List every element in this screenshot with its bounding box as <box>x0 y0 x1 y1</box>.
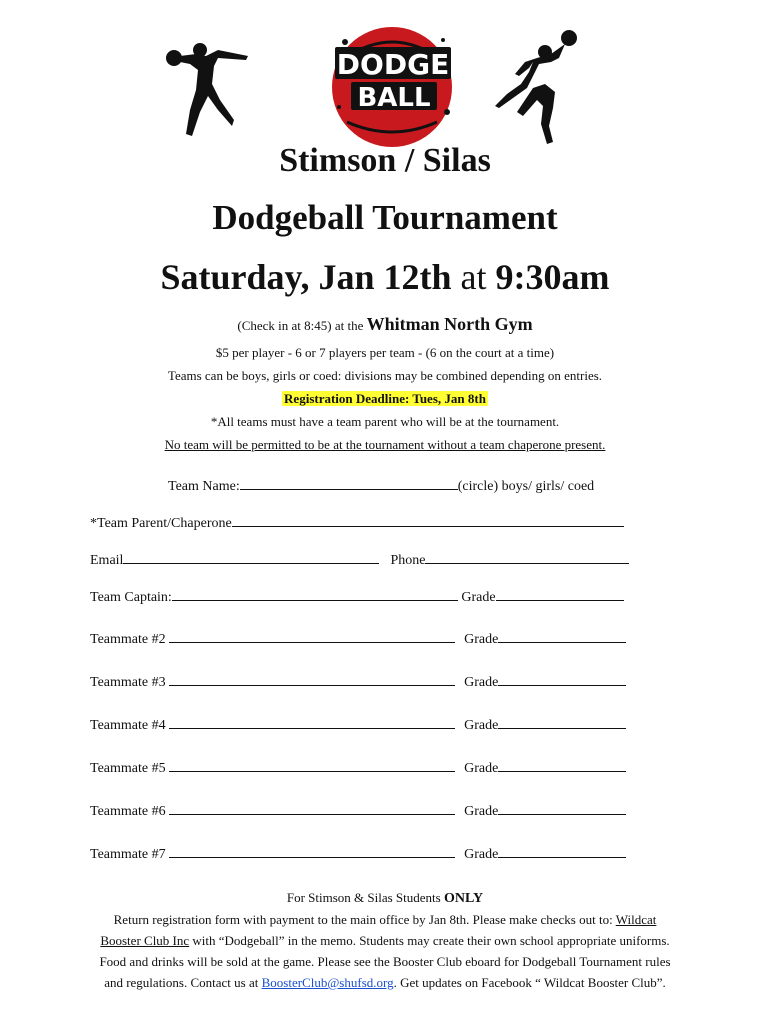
teammate-label: Teammate #5 <box>90 761 166 776</box>
grade-blank[interactable] <box>498 628 626 643</box>
phone-blank[interactable] <box>425 549 629 564</box>
teammate-name-blank[interactable] <box>169 671 455 686</box>
teammate-name-blank[interactable] <box>169 757 455 772</box>
footer-line-2 <box>0 930 770 951</box>
teams-line: Teams can be boys, girls or coed: divisions may be combined depending on entries. <box>167 368 603 383</box>
students-prefix: For Stimson & Silas Students <box>286 890 441 905</box>
contact-email-link[interactable]: BoosterClub@shufsd.org <box>261 975 394 990</box>
teammate-label: Teammate #2 <box>90 632 166 647</box>
grade-blank[interactable] <box>498 843 626 858</box>
team-name-blank[interactable] <box>240 475 458 490</box>
teammate-row[interactable] <box>90 714 626 734</box>
thrower-silhouette-icon <box>160 40 255 140</box>
grade-blank[interactable] <box>498 671 626 686</box>
team-parent-label: *Team Parent/Chaperone <box>90 516 232 531</box>
payee-part1: Wildcat <box>615 912 657 927</box>
footer-text-2: with “Dodgeball” in the memo. Students may create their own school appropriate uniforms. <box>192 933 670 948</box>
footer-line-3: Food and drinks will be sold at the game. Please see the Booster Club eboard for Dodgeball Tournament rules <box>99 954 671 969</box>
checkin-text: (Check in at 8:45) at the <box>237 318 364 333</box>
logo-line1: DODGE <box>336 48 450 81</box>
parent-note: *All teams must have a team parent who will be at the tournament. <box>210 414 560 429</box>
grade-blank[interactable] <box>496 586 624 601</box>
payee-part2: Booster Club Inc <box>100 933 190 948</box>
chaperone-note: No team will be permitted to be at the tournament without a team chaperone present. <box>164 437 606 452</box>
students-only-line <box>0 887 770 909</box>
checkin-line <box>0 314 770 335</box>
footer-text-4a: and regulations. Contact us at <box>104 975 259 990</box>
deadline-line <box>0 391 770 407</box>
captain-row[interactable] <box>90 586 624 606</box>
email-label: Email <box>90 553 124 568</box>
teammate-row[interactable] <box>90 843 626 863</box>
jumper-silhouette-icon <box>493 28 585 146</box>
teammate-name-blank[interactable] <box>169 800 455 815</box>
teammate-label: Teammate #6 <box>90 804 166 819</box>
dodgeball-logo <box>325 12 460 150</box>
title-event: Dodgeball Tournament <box>212 198 558 237</box>
teammate-label: Teammate #3 <box>90 675 166 690</box>
email-blank[interactable] <box>123 549 379 564</box>
deadline-highlight: Registration Deadline: Tues, Jan 8th <box>284 391 486 406</box>
logo-line2: BALL <box>357 83 431 113</box>
grade-label: Grade <box>461 590 496 605</box>
grade-blank[interactable] <box>498 714 626 729</box>
team-type-options: (circle) boys/ girls/ coed <box>457 479 595 494</box>
phone-label: Phone <box>390 553 426 568</box>
contact-field[interactable] <box>90 549 629 569</box>
grade-label: Grade <box>464 632 499 647</box>
title-time: 9:30am <box>495 257 610 297</box>
title-at: at <box>460 257 487 297</box>
teammate-name-blank[interactable] <box>169 628 455 643</box>
fee-line: $5 per player - 6 or 7 players per team - (6 on the court at a time) <box>215 345 555 360</box>
teammate-name-blank[interactable] <box>169 714 455 729</box>
grade-label: Grade <box>464 761 499 776</box>
footer-line-4 <box>0 972 770 993</box>
grade-blank[interactable] <box>498 757 626 772</box>
footer-text-1: Return registration form with payment to the main office by Jan 8th. Please make checks out to: <box>113 912 613 927</box>
title-schools: Stimson / Silas <box>279 142 491 179</box>
grade-label: Grade <box>464 675 499 690</box>
venue-name: Whitman North Gym <box>366 314 533 334</box>
teammate-label: Teammate #4 <box>90 718 166 733</box>
team-parent-field[interactable] <box>90 512 624 532</box>
grade-blank[interactable] <box>498 800 626 815</box>
captain-label: Team Captain: <box>90 590 172 605</box>
title-date: Saturday, Jan 12th <box>160 257 452 297</box>
grade-label: Grade <box>464 847 499 862</box>
team-name-label: Team Name: <box>168 479 240 494</box>
grade-label: Grade <box>464 804 499 819</box>
students-only: ONLY <box>443 891 484 906</box>
title-datetime <box>0 256 770 298</box>
grade-label: Grade <box>464 718 499 733</box>
team-parent-blank[interactable] <box>232 512 624 527</box>
captain-blank[interactable] <box>172 586 458 601</box>
teammate-row[interactable] <box>90 800 626 820</box>
teammate-row[interactable] <box>90 757 626 777</box>
team-name-field[interactable] <box>168 475 594 495</box>
footer-text-4b: . Get updates on Facebook “ Wildcat Booster Club”. <box>393 975 666 990</box>
teammate-label: Teammate #7 <box>90 847 166 862</box>
teammate-name-blank[interactable] <box>169 843 455 858</box>
teammate-row[interactable] <box>90 671 626 691</box>
footer-line-1 <box>0 909 770 930</box>
teammate-row[interactable] <box>90 628 626 648</box>
